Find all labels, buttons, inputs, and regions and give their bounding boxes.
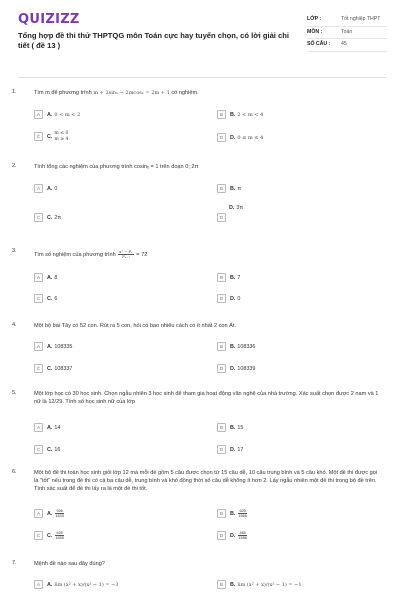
option-letter-box: B [217,342,226,351]
header-divider [18,77,386,78]
stack-line: m ≤ 0 [54,131,69,136]
question-7 [10,560,388,596]
option-letter-box: B [217,423,226,432]
option-label: A. [47,274,53,281]
option-label: C. [47,532,53,539]
option-letter-box: D [217,294,226,303]
option-c[interactable] [34,213,61,222]
option-letter-box: B [217,273,226,282]
question-number: 1. [12,89,17,95]
option-c[interactable] [34,131,68,142]
meta-value: Tốt nghiệp THPT [341,16,381,22]
option-fraction [238,509,246,518]
option-d[interactable] [217,213,230,222]
option-b[interactable] [217,273,240,282]
question-text [34,250,382,259]
fraction-numerator: 926 [56,509,63,513]
option-label: A. [47,424,53,431]
option-value: 2 < m < 4 [237,111,264,118]
option-label: C. [47,446,53,453]
fraction-numerator: 465 [239,531,246,535]
option-letter-box: A [34,110,43,119]
option-letter-box: A [34,273,43,282]
option-letter-box: A [34,184,43,193]
option-value: 0 ≤ m ≤ 4 [237,134,264,141]
option-label: D. [230,134,236,141]
option-b[interactable] [217,423,243,432]
option-letter-box: A [34,580,43,589]
question-prompt: Tìm số nghiệm của phương trình [34,251,116,258]
question-number: 7. [12,560,17,566]
option-value: 7 [237,274,241,281]
option-label: A. [47,510,53,517]
option-a[interactable] [34,184,57,193]
option-value: lim (x² + x)/(x² − 1) = −1 [237,581,302,588]
option-fraction [238,531,246,540]
option-letter-box: A [34,342,43,351]
option-d[interactable] [217,445,243,454]
option-value: 0 [237,295,241,302]
option-label: B. [230,510,236,517]
option-a[interactable] [34,110,80,119]
question-number: 4. [12,322,17,328]
option-b[interactable] [217,580,302,589]
meta-row-subject [307,27,387,40]
option-c[interactable] [34,364,72,373]
option-b[interactable] [217,342,255,351]
option-value: 0 < m < 2 [54,111,81,118]
meta-value: Toán [341,28,353,35]
option-letter-box: C [34,213,43,222]
option-label: D. [230,365,236,372]
option-letter-box: C [34,132,43,141]
option-value: 14 [54,424,61,431]
option-value: 8 [54,274,58,281]
option-value: 2π [54,214,62,221]
option-letter-box: A [34,509,43,518]
option-letter-box: B [217,509,226,518]
option-label: D. [230,446,236,453]
option-letter-box: D [217,213,226,222]
option-letter-box: A [34,423,43,432]
option-label: B. [230,581,236,588]
option-label: C. [47,214,53,221]
quizizz-logo: QUIZIZZ [18,12,80,27]
fraction-denominator: 1566 [238,514,247,518]
option-letter-box: D [217,445,226,454]
option-a[interactable] [34,509,65,518]
option-fraction [55,509,63,518]
document-title: Tổng hợp đề thi thử THPTQG môn Toán cực hay tuyển chọn, có lời giải chi tiết ( đề 13 ) [18,31,289,50]
fraction-numerator: 625 [239,509,246,513]
option-value: 108337 [54,365,73,372]
option-value: 108336 [237,343,256,350]
fraction-numerator: x² − Pₓ [119,249,133,254]
option-d[interactable] [217,364,255,373]
question-6 [10,469,388,549]
option-letter-box: D [217,364,226,373]
fraction-denominator: Pₓ₋₁ [122,254,130,259]
equation: m + 2sinₓ − 2mcosₓ = 2m + 1 [93,90,170,96]
option-value: 16 [54,446,61,453]
meta-key: LỚP : [307,16,322,22]
option-label: C. [47,365,53,372]
meta-key: MÔN : [307,28,323,35]
option-b[interactable] [217,110,263,119]
option-a[interactable] [34,580,119,589]
option-value: 3π [236,205,244,211]
option-letter-box: C [34,294,43,303]
option-letter-box: D [217,531,226,540]
option-value: 0 [54,185,58,192]
option-letter-box: B [217,110,226,119]
question-number: 2. [12,163,17,169]
option-label: B. [230,111,236,118]
option-label: C. [47,295,53,302]
option-label: B. [230,185,236,192]
option-value: 108339 [237,365,256,372]
meta-table [307,14,387,52]
question-text: Một bộ đề thi toán học sinh giỏi lớp 12 mà mỗi đề gồm 5 câu được chọn từ 15 câu dễ, 10 câu trung bình và 5 câu khó. Một đề thi được gọi là "tốt" nếu trong đề thi có cả ba câu dễ, trung bình và khó đồng thời số câu dễ không ít hơn 2. Lấy ngẫu nhiên một đề thi trong bộ đề trên. Tính xác suất để đề thi lấy ra là một đề thi tốt. [34,470,378,492]
fraction-numerator: 526 [56,531,63,535]
option-label: D. [230,532,236,539]
option-value: lim (x² + x)/(x² − 1) = −3 [54,581,119,588]
option-a[interactable] [34,273,57,282]
option-value [54,131,68,142]
question-1 [10,89,388,149]
option-label: B. [230,424,236,431]
option-letter-box: C [34,531,43,540]
option-label: D. [229,205,235,211]
meta-key: SỐ CÂU : [307,41,331,47]
option-label: C. [47,133,53,140]
option-d[interactable] [217,531,248,540]
option-a[interactable] [34,342,72,351]
option-label: A. [47,185,53,192]
question-tail: có nghiệm. [171,90,199,96]
fraction-denominator: 1655 [55,536,64,540]
question-number: 5. [12,390,17,396]
question-number: 6. [12,469,17,475]
option-letter-box: C [34,445,43,454]
question-5 [10,390,388,460]
option-d-text [229,205,243,211]
fraction-denominator: 1833 [55,514,64,518]
question-4 [10,322,388,377]
stack-line: m ≥ 4 [54,136,69,142]
option-c[interactable] [34,294,57,303]
option-label: A. [47,111,53,118]
question-2 [10,163,388,228]
question-3 [10,248,388,308]
meta-row-class [307,14,387,27]
question-text [34,89,382,97]
fraction-denominator: 1586 [238,536,247,540]
question-prompt: Tìm m để phương trình [34,90,92,96]
question-tail: = 72 [136,251,148,258]
option-value: 15 [237,424,244,431]
option-c[interactable] [34,531,65,540]
question-text: Tính tổng các nghiệm của phương trình cosinₓ = 1 trên đoạn 0; 2π [34,164,199,170]
option-value: 17 [237,446,244,453]
option-letter-box: D [217,133,226,142]
equation-fraction [118,250,133,259]
option-letter-box: B [217,580,226,589]
option-value: 6 [54,295,58,302]
option-letter-box: B [217,184,226,193]
option-c[interactable] [34,445,60,454]
option-label: A. [47,343,53,350]
option-letter-box: C [34,364,43,373]
question-text: Mệnh đề nào sau đây đúng? [34,561,105,567]
option-b[interactable] [217,184,241,193]
option-label: B. [230,343,236,350]
option-d[interactable] [217,133,263,142]
option-d[interactable] [217,294,240,303]
option-value: π [237,185,242,192]
question-text: Một lớp học có 30 học sinh. Chọn ngẫu nhiên 3 học sinh để tham gia hoạt động văn nghệ của nhà trường. Xác suất chọn được 2 nam và 1 nữ là 12/29. Tính số học sinh nữ của lớp [34,391,379,405]
option-a[interactable] [34,423,60,432]
option-label: A. [47,581,53,588]
option-label: D. [230,295,236,302]
question-number: 3. [12,248,17,254]
option-label: B. [230,274,236,281]
meta-value: 45 [341,41,347,47]
meta-row-count [307,39,387,52]
question-text: Một bộ bài Tây có 52 con. Rút ra 5 con, hỏi có bao nhiêu cách có ít nhất 2 con Át. [34,323,237,329]
option-value: 108335 [54,343,73,350]
option-fraction [55,531,63,540]
option-b[interactable] [217,509,248,518]
